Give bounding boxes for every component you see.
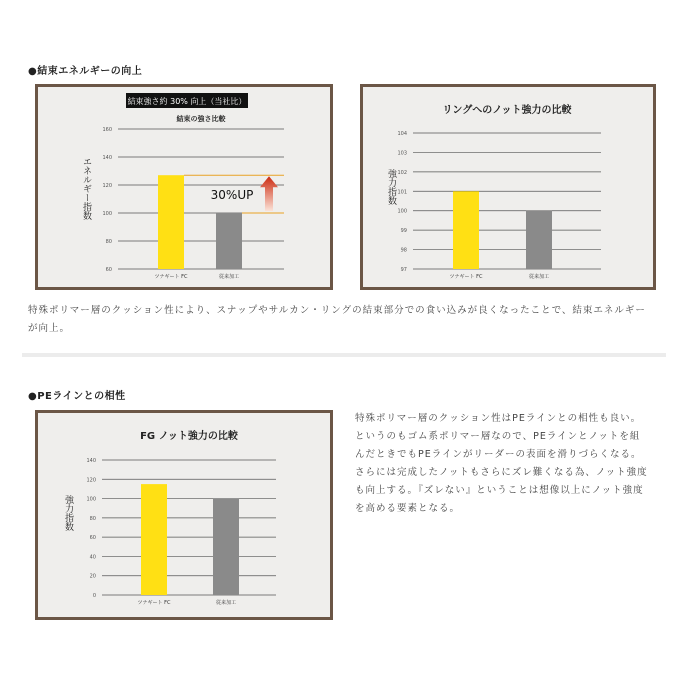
section1-description: 特殊ポリマー層のクッション性により、スナップやサルカン・リングの結束部分での食い込みが良くなったことで、結束エネルギーが向上。 [28, 305, 646, 334]
y-tick-label: 140 [86, 458, 96, 464]
bar-fg [453, 191, 479, 269]
bar-fg [158, 175, 184, 269]
y-tick-label: 160 [102, 127, 112, 133]
chart-fg-knot [38, 413, 330, 617]
y-tick-label: 40 [89, 554, 96, 561]
section2-line-3: んだときでもPEラインがリーダーの表面を滑りづらくなる。 [355, 449, 642, 460]
banner-text: 結束強さ約 30% 向上（当社比） [127, 97, 247, 106]
bar-fg [141, 484, 167, 595]
y-tick-label: 140 [102, 155, 112, 161]
section1-title: ●結束エネルギーの向上 [28, 66, 143, 77]
y-tick-label: 80 [89, 515, 96, 522]
y-tick-label: 98 [400, 247, 407, 254]
category-label: ツナギート FC [449, 274, 483, 280]
section2-line-2: というのもゴム系ポリマー層なので、PEラインとノットを組 [355, 431, 641, 442]
category-label: 従来加工 [215, 600, 237, 606]
y-tick-label: 60 [89, 535, 96, 542]
y-tick-label: 100 [102, 211, 112, 217]
section-divider [22, 353, 666, 357]
section2-line-1: 特殊ポリマー層のクッション性はPEラインとの相性も良い。 [355, 413, 642, 424]
y-tick-label: 101 [397, 189, 407, 196]
bar-conventional [213, 499, 239, 595]
y-axis-label: 強力指数 [63, 495, 73, 531]
y-tick-label: 100 [397, 208, 407, 215]
y-tick-label: 104 [397, 131, 407, 137]
category-label: 従来加工 [218, 274, 240, 280]
y-tick-label: 102 [397, 169, 407, 176]
up-arrow-icon [260, 176, 278, 211]
chart-title: 結束の強さ比較 [176, 115, 226, 123]
y-axis-label: 強力指数 [386, 169, 396, 205]
section2-line-5: も向上する。『ズレない』ということは想像以上にノット強度 [355, 485, 644, 496]
y-tick-label: 99 [400, 228, 407, 235]
chart-ring-frame [360, 84, 656, 290]
y-tick-label: 120 [102, 183, 112, 189]
bar-conventional [216, 213, 242, 269]
category-label: ツナギート FC [154, 274, 188, 280]
section2-line-4: さらには完成したノットもさらにズレ難くなる為、ノット強度 [355, 467, 648, 478]
section2-title: ●PEラインとの相性 [28, 391, 126, 402]
chart-energy-frame [35, 84, 333, 290]
y-tick-label: 20 [89, 573, 96, 580]
chart-title: リングへのノット強力の比較 [442, 105, 572, 116]
y-tick-label: 103 [397, 150, 407, 157]
bar-conventional [526, 211, 552, 269]
y-axis-label: エネルギー指数 [81, 157, 91, 220]
chart-title: FG ノット強力の比較 [140, 431, 238, 442]
section2-description [355, 410, 665, 518]
annotation-text: 30%UP [210, 188, 254, 203]
section2-line-6: を高める要素となる。 [355, 503, 461, 514]
y-tick-label: 80 [105, 239, 112, 245]
chart-energy [38, 87, 330, 287]
category-label: 従来加工 [528, 274, 550, 280]
chart-fg-frame [35, 410, 333, 620]
y-tick-label: 97 [400, 267, 407, 273]
chart-ring-knot [363, 87, 653, 287]
category-label: ツナギート FC [137, 600, 171, 606]
y-tick-label: 0 [92, 593, 96, 599]
y-tick-label: 120 [86, 477, 96, 484]
y-tick-label: 60 [105, 267, 112, 273]
y-tick-label: 100 [86, 496, 96, 503]
